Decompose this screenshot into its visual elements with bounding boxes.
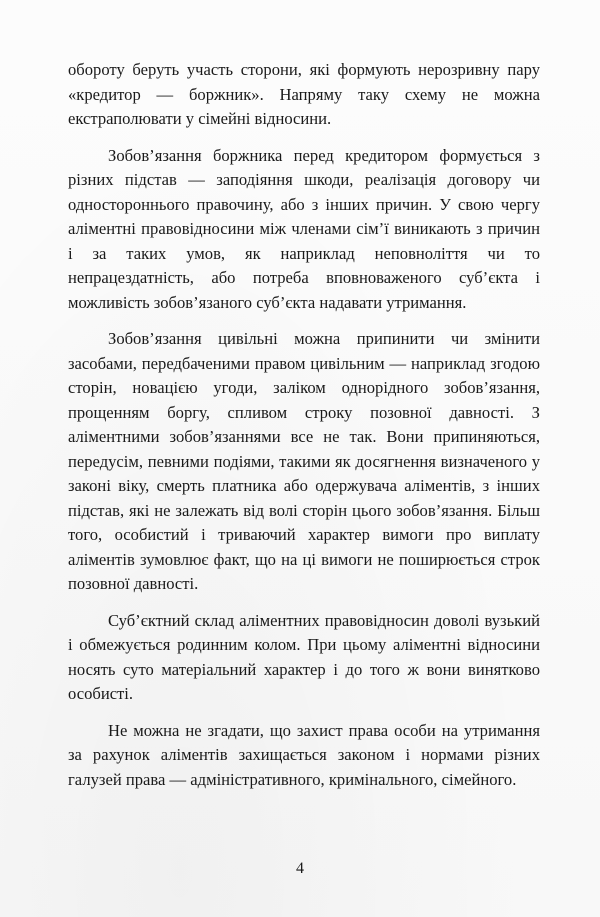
body-text [68, 58, 540, 804]
paragraph: Зобов’язання цивільні можна припинити чи змінити засобами, передбаченими правом цивільним — наприклад згодою сторін, новацією угоди, заліком однорідного зобов’язання, прощенням боргу, спливом строку позовної давності. З аліментними зобов’язаннями все не так. Вони припиняються, передусім, певними подіями, такими як досягнення визначеного у законі віку, смерть платника або одержувача аліментів, з інших підстав, які не залежать від волі сторін цього зобов’язання. Більш того, особистий і триваючий характер вимоги про виплату аліментів зумовлює факт, що на ці вимоги не поширюється строк позовної давності. [68, 329, 540, 593]
page-number: 4 [296, 860, 304, 877]
paragraph: Не можна не згадати, що захист права особи на утримання за рахунок аліментів захищається законом і нормами різних галузей права — адміністративного, кримінального, сімейного. [68, 720, 540, 789]
paragraph: Суб’єктний склад аліментних правовідносин доволі вузький і обмежується родинним колом. При цьому аліментні відносини носять суто матеріальний характер і до того ж вони винятково особисті. [68, 610, 540, 703]
paragraph: Зобов’язання боржника перед кредитором формується з різних підстав — заподіяння шкоди, реалізація договору чи одностороннього правочину, або з інших причин. У свою чергу аліментні правовідносини між членами сім’ї виникають з причин і за таких умов, як наприклад неповноліття чи то непрацездатність, або потреба вповноваженого суб’єкта і можливість зобов’язаного суб’єкта надавати утримання. [68, 145, 540, 312]
paragraph-continuation: обороту беруть участь сторони, які формують нерозривну пару «кредитор — боржник». Напряму таку схему не можна екстраполювати у сімейні відносини. [68, 60, 540, 128]
